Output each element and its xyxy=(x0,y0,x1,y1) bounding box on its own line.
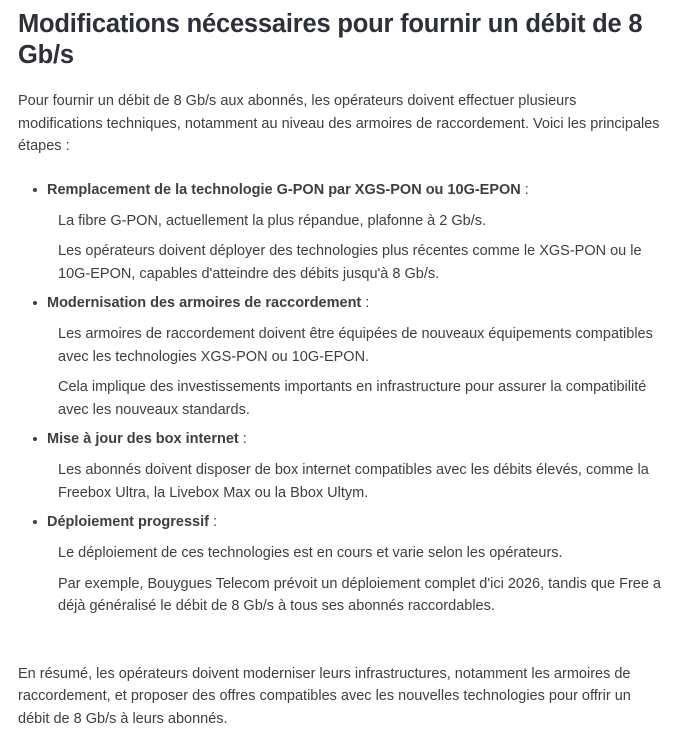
list-item-paragraph: Les abonnés doivent disposer de box internet compatibles avec les débits élevés, comme la Freebox Ultra, la Livebox Max ou la Bbox Ultym. xyxy=(58,459,663,504)
list-item xyxy=(18,180,663,286)
list-item-heading-colon: : xyxy=(521,182,529,198)
list-item-heading-colon: : xyxy=(239,431,247,447)
list-item-paragraph: Le déploiement de ces technologies est en cours et varie selon les opérateurs. xyxy=(58,542,663,565)
page-title: Modifications nécessaires pour fournir un débit de 8 Gb/s xyxy=(18,9,648,71)
list-item-heading-colon: : xyxy=(209,514,217,530)
list-item-heading xyxy=(47,512,663,533)
list-item-heading-text: Mise à jour des box internet xyxy=(47,431,239,447)
list-item-paragraph: La fibre G-PON, actuellement la plus répandue, plafonne à 2 Gb/s. xyxy=(58,210,663,233)
list-item xyxy=(18,293,663,421)
steps-list xyxy=(18,180,663,618)
list-item-heading-text: Déploiement progressif xyxy=(47,514,209,530)
list-item-paragraph: Les opérateurs doivent déployer des technologies plus récentes comme le XGS-PON ou le 10G-EPON, capables d'atteindre des débits jusqu'à 8 Gb/s. xyxy=(58,240,663,285)
list-item-heading xyxy=(47,180,663,201)
list-item-heading xyxy=(47,429,663,450)
list-item xyxy=(18,429,663,504)
bullet-dot-icon xyxy=(33,520,37,524)
bullet-dot-icon xyxy=(33,188,37,192)
list-item-paragraph: Par exemple, Bouygues Telecom prévoit un déploiement complet d'ici 2026, tandis que Free a déjà généralisé le débit de 8 Gb/s à tous ses abonnés raccordables. xyxy=(58,573,663,618)
list-item xyxy=(18,512,663,618)
summary-paragraph: En résumé, les opérateurs doivent moderniser leurs infrastructures, notamment les armoires de raccordement, et proposer des offres compatibles avec les nouvelles technologies pour offrir un débit de 8 Gb/s à leurs abonnés. xyxy=(18,663,663,730)
list-item-heading-text: Remplacement de la technologie G-PON par XGS-PON ou 10G-EPON xyxy=(47,182,521,198)
bullet-dot-icon xyxy=(33,437,37,441)
intro-paragraph: Pour fournir un débit de 8 Gb/s aux abonnés, les opérateurs doivent effectuer plusieurs modifications techniques, notamment au niveau des armoires de raccordement. Voici les principales étapes : xyxy=(18,90,663,158)
bullet-dot-icon xyxy=(33,301,37,305)
list-item-heading xyxy=(47,293,663,314)
list-item-heading-colon: : xyxy=(361,295,369,311)
list-item-paragraph: Les armoires de raccordement doivent être équipées de nouveaux équipements compatibles avec les technologies XGS-PON ou 10G-EPON. xyxy=(58,323,663,368)
list-item-heading-text: Modernisation des armoires de raccordement xyxy=(47,295,361,311)
list-item-paragraph: Cela implique des investissements importants en infrastructure pour assurer la compatibilité avec les nouveaux standards. xyxy=(58,376,663,421)
